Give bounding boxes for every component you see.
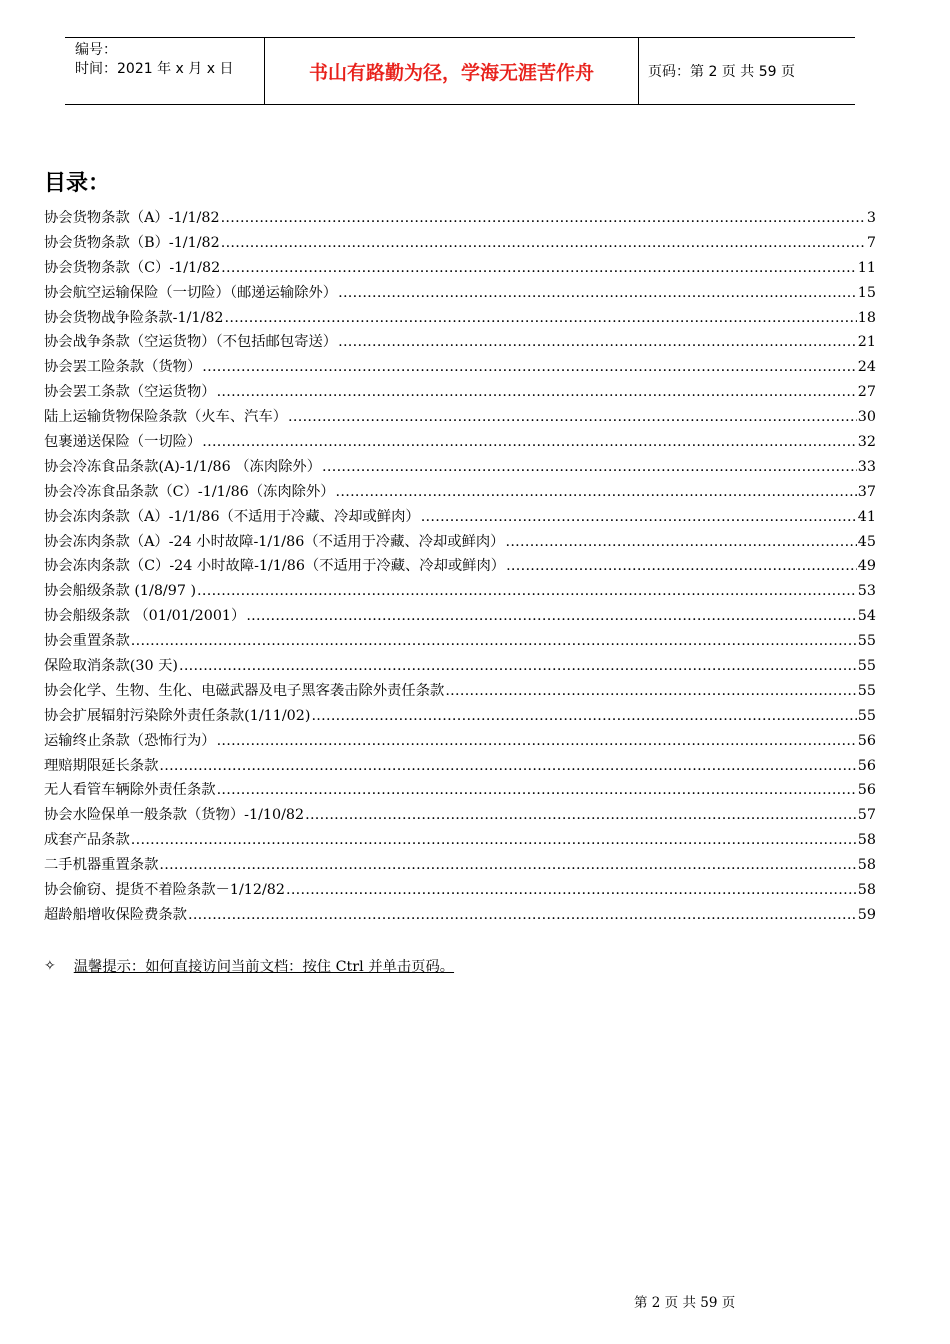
toc-dot-leader bbox=[202, 359, 857, 375]
toc-dot-leader bbox=[336, 484, 857, 500]
toc-entry-label[interactable]: 保险取消条款(30 天) bbox=[44, 658, 178, 675]
toc-entry-page-number[interactable]: 49 bbox=[857, 558, 876, 575]
toc-dot-leader bbox=[197, 583, 857, 599]
toc-dot-leader bbox=[338, 285, 857, 301]
toc-entry[interactable] bbox=[44, 854, 876, 879]
toc-entry-label[interactable]: 协会罢工条款（空运货物） bbox=[44, 384, 216, 401]
toc-entry-label[interactable]: 协会罢工险条款（货物） bbox=[44, 359, 202, 376]
toc-dot-leader bbox=[246, 608, 856, 624]
toc-entry-label[interactable]: 协会货物条款（B）-1/1/82 bbox=[44, 234, 220, 251]
toc-entry[interactable] bbox=[44, 630, 876, 655]
toc-dot-leader bbox=[505, 534, 856, 550]
toc-entry[interactable] bbox=[44, 705, 876, 730]
toc-dot-leader bbox=[286, 882, 857, 898]
toc-entry-page-number[interactable]: 56 bbox=[857, 732, 876, 749]
toc-entry-label[interactable]: 协会扩展辐射污染除外责任条款(1/11/02) bbox=[44, 707, 311, 724]
toc-entry-page-number[interactable]: 32 bbox=[857, 434, 876, 451]
toc-dot-leader bbox=[217, 733, 857, 749]
toc-dot-leader bbox=[506, 558, 857, 574]
toc-entry[interactable] bbox=[44, 456, 876, 481]
toc-entry-label[interactable]: 协会化学、生物、生化、电磁武器及电子黑客袭击除外责任条款 bbox=[44, 682, 445, 699]
toc-entry-page-number[interactable]: 58 bbox=[857, 832, 876, 849]
toc-entry-page-number[interactable]: 21 bbox=[857, 334, 876, 351]
toc-entry-label[interactable]: 协会冻肉条款（A）-1/1/86（不适用于冷藏、冷却或鲜肉） bbox=[44, 508, 420, 525]
toc-entry-page-number[interactable]: 55 bbox=[857, 707, 876, 724]
toc-entry-page-number[interactable]: 55 bbox=[857, 682, 876, 699]
toc-entry[interactable] bbox=[44, 331, 876, 356]
toc-entry-page-number[interactable]: 15 bbox=[857, 284, 876, 301]
toc-entry[interactable] bbox=[44, 406, 876, 431]
toc-entry[interactable] bbox=[44, 555, 876, 580]
toc-entry-label[interactable]: 超龄船增收保险费条款 bbox=[44, 906, 187, 923]
page-footer: 第 2 页 共 59 页 bbox=[634, 1295, 736, 1311]
tip-text: 温馨提示：如何直接访问当前文档：按住 Ctrl 并单击页码。 bbox=[73, 959, 455, 975]
toc-dot-leader bbox=[311, 708, 856, 724]
toc-dot-leader bbox=[217, 782, 857, 798]
toc-entry-label[interactable]: 无人看管车辆除外责任条款 bbox=[44, 782, 216, 799]
toc-dot-leader bbox=[221, 210, 866, 226]
toc-entry-page-number[interactable]: 45 bbox=[857, 533, 876, 550]
document-time-label: 时间：2021 年 x 月 x 日 bbox=[75, 61, 234, 77]
toc-entry[interactable] bbox=[44, 680, 876, 705]
toc-entry[interactable] bbox=[44, 804, 876, 829]
toc-entry-label[interactable]: 成套产品条款 bbox=[44, 832, 130, 849]
toc-entry-page-number[interactable]: 53 bbox=[857, 583, 876, 600]
toc-dot-leader bbox=[305, 807, 857, 823]
toc-dot-leader bbox=[159, 857, 856, 873]
toc-entry-page-number[interactable]: 57 bbox=[857, 807, 876, 824]
toc-entry[interactable] bbox=[44, 605, 876, 630]
toc-entry[interactable] bbox=[44, 879, 876, 904]
toc-entry-label[interactable]: 协会货物条款（C）-1/1/82 bbox=[44, 259, 221, 276]
toc-dot-leader bbox=[188, 907, 857, 923]
toc-dot-leader bbox=[322, 459, 857, 475]
toc-dot-leader bbox=[221, 260, 857, 276]
toc-entry-label[interactable]: 理赔期限延长条款 bbox=[44, 757, 159, 774]
toc-entry[interactable] bbox=[44, 431, 876, 456]
header-motto: 书山有路勤为径，学海无涯苦作舟 bbox=[265, 38, 639, 104]
toc-entry-page-number[interactable]: 58 bbox=[857, 857, 876, 874]
toc-entry-label[interactable]: 陆上运输货物保险条款（火车、汽车） bbox=[44, 409, 288, 426]
toc-entry-page-number[interactable]: 33 bbox=[857, 458, 876, 475]
toc-dot-leader bbox=[288, 409, 857, 425]
toc-entry-label[interactable]: 协会航空运输保险（一切险）（邮递运输除外） bbox=[44, 284, 338, 301]
toc-entry[interactable] bbox=[44, 779, 876, 804]
toc-title: 目录： bbox=[44, 171, 111, 196]
toc-entry-label[interactable]: 包裹递送保险（一切险） bbox=[44, 434, 202, 451]
toc-entry-label[interactable]: 协会船级条款 （01/01/2001） bbox=[44, 608, 246, 625]
toc-entry-page-number[interactable]: 56 bbox=[857, 757, 876, 774]
toc-entry[interactable] bbox=[44, 580, 876, 605]
toc-entry[interactable] bbox=[44, 531, 876, 556]
toc-entry[interactable] bbox=[44, 282, 876, 307]
toc-entry-page-number[interactable]: 59 bbox=[857, 906, 876, 923]
toc-entry-page-number[interactable]: 11 bbox=[857, 259, 876, 276]
toc-entry[interactable] bbox=[44, 356, 876, 381]
toc-entry[interactable] bbox=[44, 829, 876, 854]
toc-entry[interactable] bbox=[44, 481, 876, 506]
toc-entry-page-number[interactable]: 7 bbox=[866, 234, 876, 251]
page-header bbox=[65, 37, 855, 105]
toc-entry-label[interactable]: 协会冻肉条款（A）-24 小时故障-1/1/86（不适用于冷藏、冷却或鲜肉） bbox=[44, 533, 505, 550]
toc-dot-leader bbox=[217, 384, 857, 400]
toc-entry-label[interactable]: 协会冷冻食品条款(A)-1/1/86 （冻肉除外） bbox=[44, 458, 322, 475]
toc-dot-leader bbox=[221, 235, 866, 251]
toc-entry-label[interactable]: 协会水险保单一般条款（货物）-1/10/82 bbox=[44, 807, 305, 824]
toc-dot-leader bbox=[338, 334, 857, 350]
toc-entry-label[interactable]: 二手机器重置条款 bbox=[44, 857, 159, 874]
diamond-star-icon: ✧ bbox=[44, 958, 56, 974]
toc-entry-page-number[interactable]: 3 bbox=[866, 210, 876, 226]
toc-entry-label[interactable]: 协会重置条款 bbox=[44, 633, 130, 650]
toc-entry-label[interactable]: 协会偷窃、提货不着险条款－1/12/82 bbox=[44, 882, 285, 899]
toc-entry[interactable] bbox=[44, 232, 876, 257]
toc-entry-label[interactable]: 协会冻肉条款（C）-24 小时故障-1/1/86（不适用于冷藏、冷却或鲜肉） bbox=[44, 558, 506, 575]
toc-entry-page-number[interactable]: 30 bbox=[857, 409, 876, 426]
toc-entry-page-number[interactable]: 55 bbox=[857, 658, 876, 675]
header-page-indicator: 页码：第 2 页 共 59 页 bbox=[648, 64, 795, 80]
toc-entry[interactable] bbox=[44, 655, 876, 680]
tip-note bbox=[44, 956, 454, 976]
toc-entry-page-number[interactable]: 18 bbox=[857, 309, 876, 326]
toc-entry[interactable] bbox=[44, 730, 876, 755]
toc-dot-leader bbox=[445, 683, 856, 699]
toc-entry-label[interactable]: 协会战争条款（空运货物）（不包括邮包寄送） bbox=[44, 334, 338, 351]
toc-entry[interactable] bbox=[44, 257, 876, 282]
toc-entry[interactable] bbox=[44, 381, 876, 406]
toc-entry-label[interactable]: 协会冷冻食品条款（C）-1/1/86（冻肉除外） bbox=[44, 483, 335, 500]
toc-list bbox=[44, 207, 876, 929]
toc-entry[interactable] bbox=[44, 904, 876, 929]
toc-dot-leader bbox=[159, 758, 856, 774]
toc-dot-leader bbox=[131, 633, 857, 649]
toc-dot-leader bbox=[131, 832, 857, 848]
toc-dot-leader bbox=[202, 434, 857, 450]
toc-entry-label[interactable]: 协会货物战争险条款-1/1/82 bbox=[44, 309, 224, 326]
toc-entry-label[interactable]: 协会货物条款（A）-1/1/82 bbox=[44, 210, 220, 226]
toc-entry-page-number[interactable]: 27 bbox=[857, 384, 876, 401]
toc-entry-label[interactable]: 协会船级条款 (1/8/97 ) bbox=[44, 583, 197, 600]
toc-entry-page-number[interactable]: 56 bbox=[857, 782, 876, 799]
toc-entry[interactable] bbox=[44, 307, 876, 332]
toc-dot-leader bbox=[179, 658, 857, 674]
document-number-label: 编号： bbox=[75, 42, 117, 58]
toc-entry-page-number[interactable]: 58 bbox=[857, 882, 876, 899]
toc-entry-page-number[interactable]: 37 bbox=[857, 483, 876, 500]
toc-entry-page-number[interactable]: 24 bbox=[857, 359, 876, 376]
toc-entry-label[interactable]: 运输终止条款（恐怖行为） bbox=[44, 732, 216, 749]
toc-entry-page-number[interactable]: 55 bbox=[857, 633, 876, 650]
toc-entry[interactable] bbox=[44, 207, 876, 232]
toc-entry-page-number[interactable]: 41 bbox=[857, 508, 876, 525]
header-meta bbox=[65, 38, 265, 104]
toc-entry[interactable] bbox=[44, 755, 876, 780]
toc-entry-page-number[interactable]: 54 bbox=[857, 608, 876, 625]
toc-dot-leader bbox=[225, 310, 857, 326]
toc-dot-leader bbox=[421, 509, 857, 525]
toc-entry[interactable] bbox=[44, 506, 876, 531]
